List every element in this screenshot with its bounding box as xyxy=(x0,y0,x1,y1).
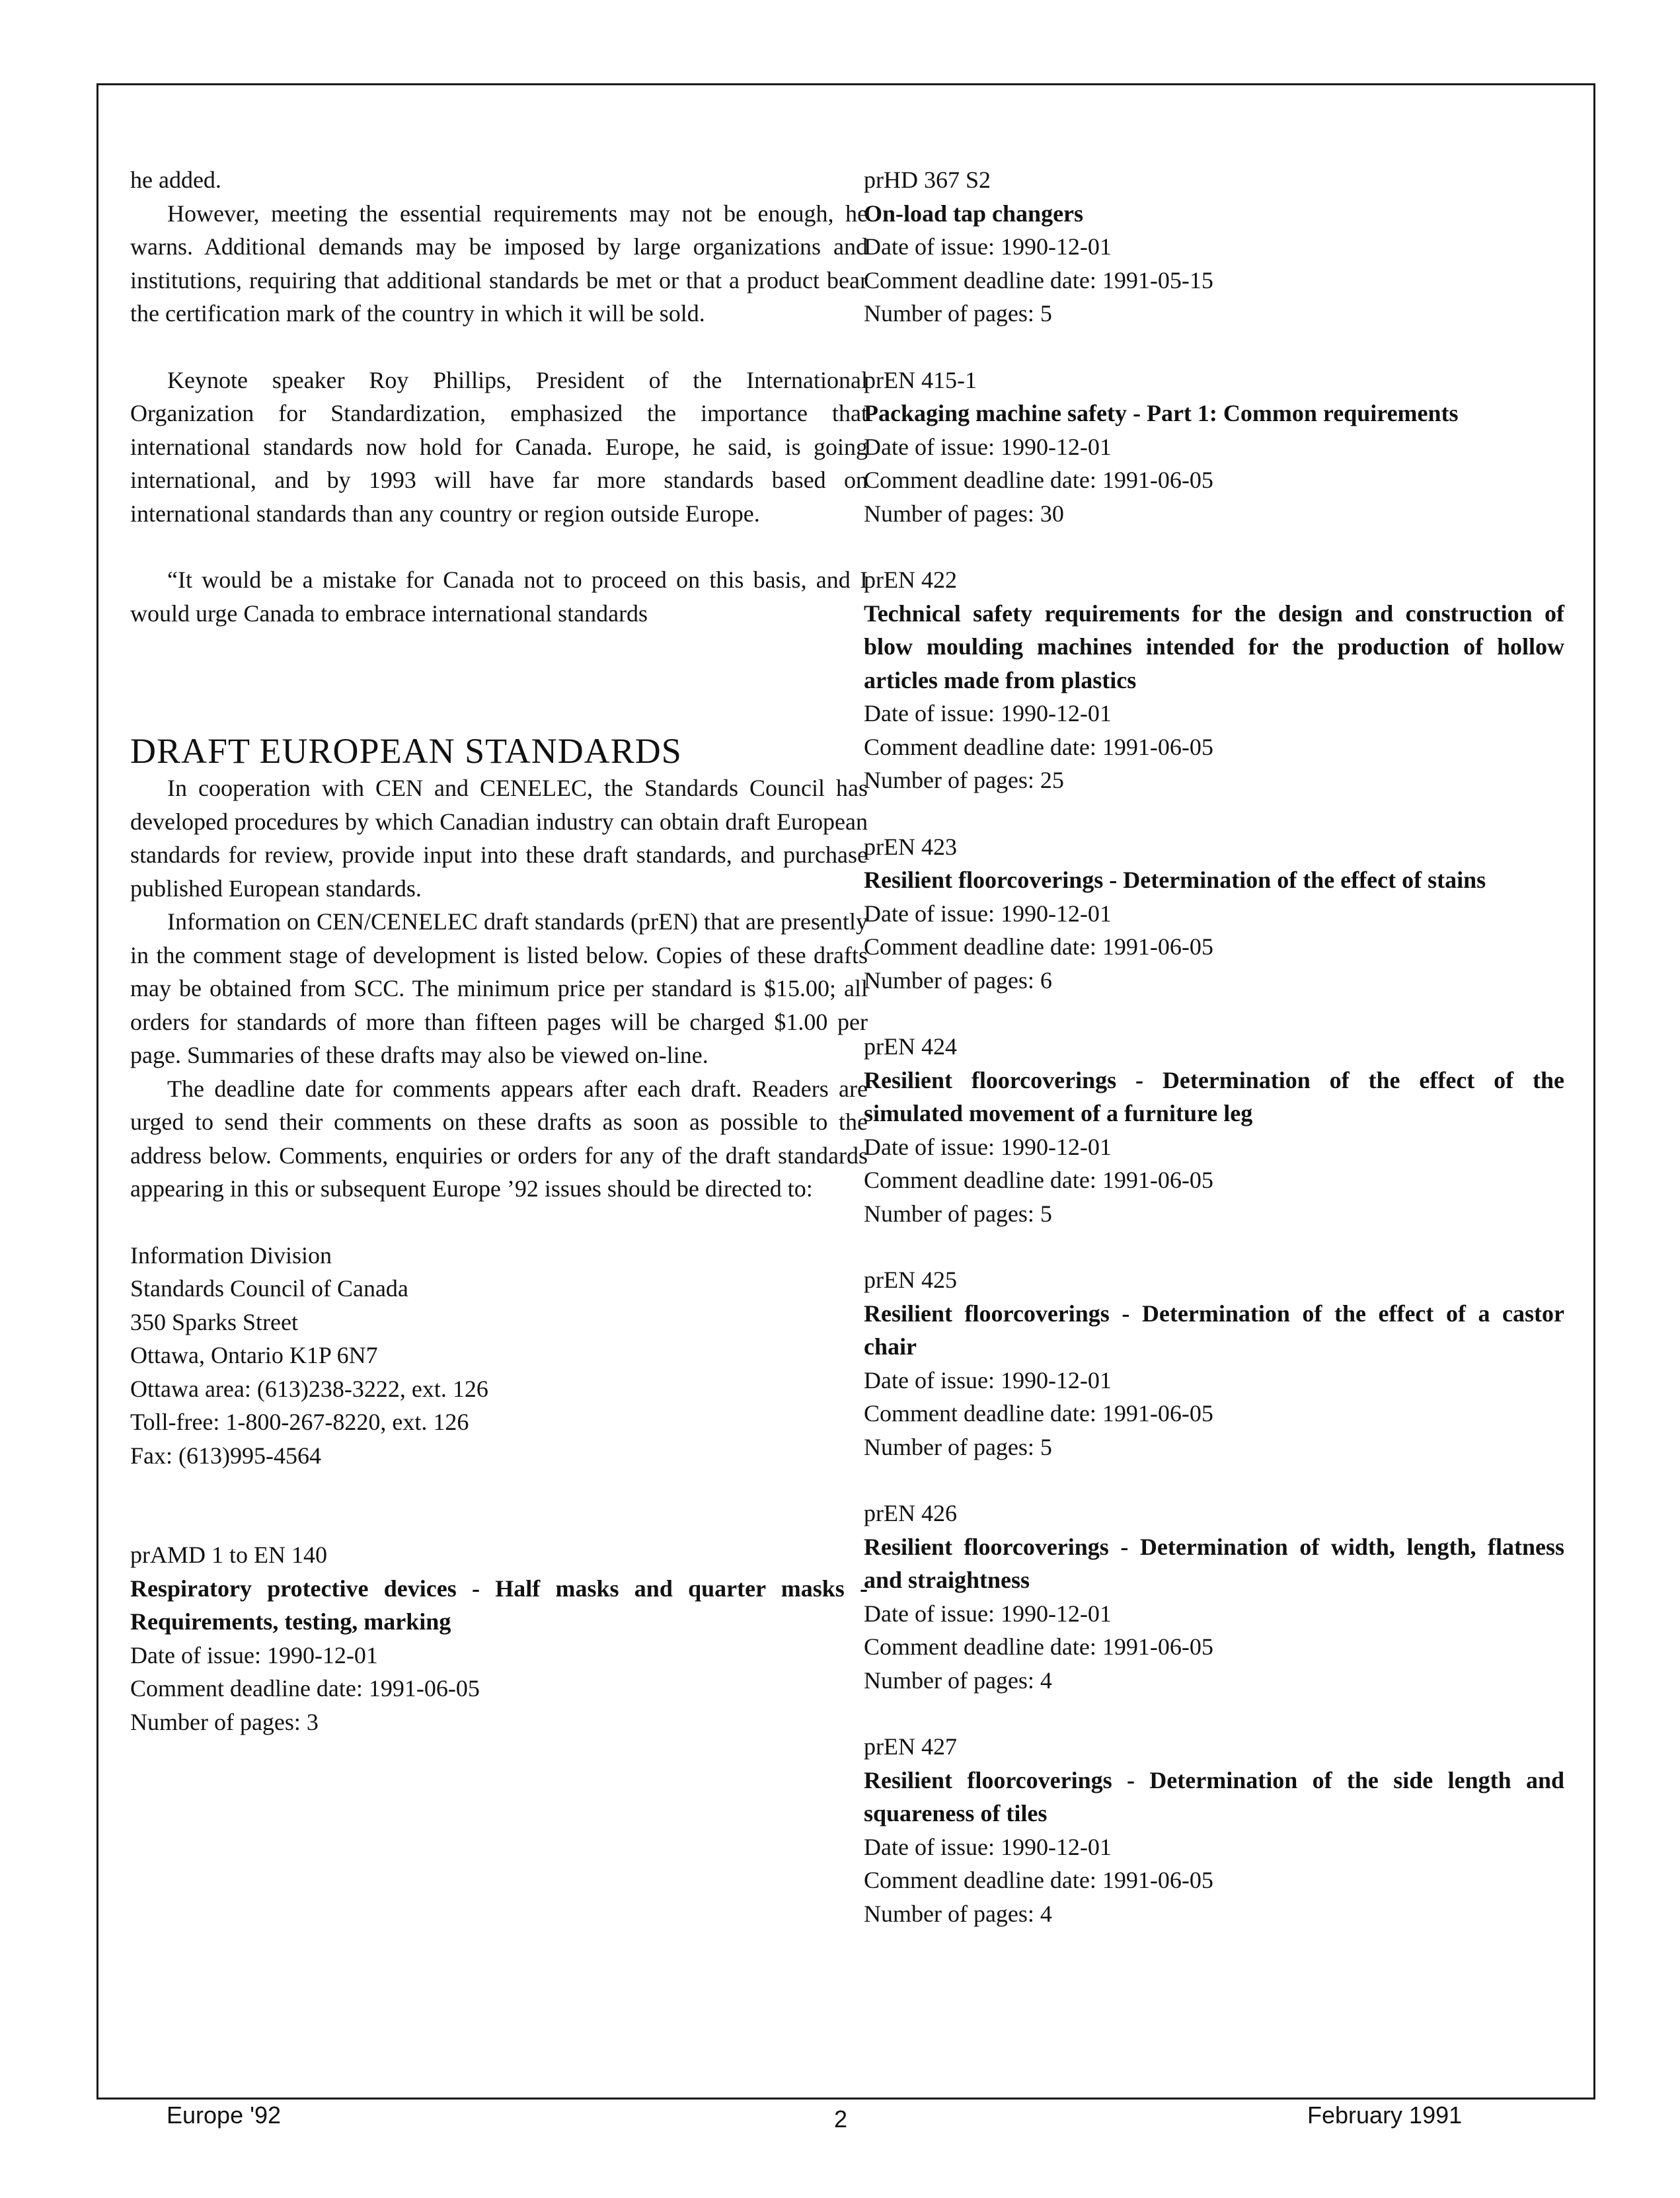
standard-entry xyxy=(864,163,1564,331)
entry-title: Resilient floorcoverings - Determination of the effect of the simulated movement of a furniture leg xyxy=(864,1066,1564,1126)
entry-title: Resilient floorcoverings - Determination of the effect of a castor chair xyxy=(864,1300,1564,1360)
entry-pages: Number of pages: 4 xyxy=(864,1900,1052,1927)
standard-entry xyxy=(864,1030,1564,1230)
entry-code: prAMD 1 to EN 140 xyxy=(130,1542,327,1568)
footer-date: February 1991 xyxy=(1307,2101,1463,2129)
entry-deadline: Comment deadline date: 1991-06-05 xyxy=(864,1400,1213,1427)
entry-issue-date: Date of issue: 1990-12-01 xyxy=(130,1641,378,1668)
entry-deadline: Comment deadline date: 1991-06-05 xyxy=(864,733,1213,760)
address-line: Standards Council of Canada xyxy=(130,1275,408,1302)
entry-deadline: Comment deadline date: 1991-06-05 xyxy=(864,933,1213,960)
paragraph: However, meeting the essential requirements may not be enough, he warns. Additional demands may be imposed by large organizations and institutions, requiring that additional standards be met or that a product bear the certification mark of the country in which it will be sold. xyxy=(130,200,868,327)
entry-issue-date: Date of issue: 1990-12-01 xyxy=(864,1366,1112,1393)
page-frame xyxy=(96,83,1595,2100)
section-heading: DRAFT EUROPEAN STANDARDS xyxy=(130,731,682,771)
standard-entry xyxy=(864,1497,1564,1697)
entry-deadline: Comment deadline date: 1991-06-05 xyxy=(864,1867,1213,1893)
entry-issue-date: Date of issue: 1990-12-01 xyxy=(864,1600,1112,1627)
standard-entry xyxy=(864,364,1564,531)
standard-entry xyxy=(864,830,1564,998)
paragraph: In cooperation with CEN and CENELEC, the Standards Council has developed procedures by which Canadian industry can obtain draft European standards for review, provide input into these draft standards, and purchase published European standards. xyxy=(130,775,868,902)
entry-code: prEN 415-1 xyxy=(864,366,977,393)
address-line: Information Division xyxy=(130,1241,332,1269)
entry-title: Respiratory protective devices - Half masks and quarter masks - Requirements, testing, marking xyxy=(130,1575,868,1635)
entry-issue-date: Date of issue: 1990-12-01 xyxy=(864,233,1112,260)
address-line: Fax: (613)995-4564 xyxy=(130,1442,321,1469)
quote-paragraph: “It would be a mistake for Canada not to proceed on this basis, and I would urge Canada to embrace international standards xyxy=(130,567,868,627)
entry-code: prEN 426 xyxy=(864,1500,957,1526)
right-column xyxy=(864,163,1564,1963)
standard-entry xyxy=(864,1730,1564,1930)
entry-code: prEN 424 xyxy=(864,1033,957,1060)
entry-pages: Number of pages: 5 xyxy=(864,1200,1052,1227)
entry-code: prEN 427 xyxy=(864,1733,957,1760)
entry-pages: Number of pages: 6 xyxy=(864,966,1052,994)
entry-issue-date: Date of issue: 1990-12-01 xyxy=(864,900,1112,927)
address-line: 350 Sparks Street xyxy=(130,1308,298,1335)
entry-pages: Number of pages: 30 xyxy=(864,500,1064,527)
paragraph: Information on CEN/CENELEC draft standards (prEN) that are presently in the comment stage of development is listed below. Copies of these drafts may be obtained from SCC. The minimum price per standard is $15.00; all orders for standards of more than fifteen pages will be charged $1.00 per page. Summaries of these drafts may also be viewed on-line. xyxy=(130,908,868,1068)
entry-title: Packaging machine safety - Part 1: Common requirements xyxy=(864,400,1459,426)
entry-issue-date: Date of issue: 1990-12-01 xyxy=(864,433,1112,460)
address-line: Ottawa, Ontario K1P 6N7 xyxy=(130,1342,378,1368)
entry-title: On-load tap changers xyxy=(864,200,1084,227)
footer-page-number: 2 xyxy=(834,2105,848,2133)
paragraph: The deadline date for comments appears after each draft. Readers are urged to send their comments on these drafts as soon as possible to the address below. Comments, enquiries or orders for any of the draft standards appearing in this or subsequent Europe ’92 issues should be directed to: xyxy=(130,1075,868,1202)
entry-pages: Number of pages: 25 xyxy=(864,767,1064,793)
entry-pages: Number of pages: 4 xyxy=(864,1667,1052,1694)
entry-code: prHD 367 S2 xyxy=(864,167,991,193)
entry-issue-date: Date of issue: 1990-12-01 xyxy=(864,700,1112,726)
entry-pages: Number of pages: 3 xyxy=(130,1708,319,1735)
standard-entry xyxy=(864,563,1564,797)
paragraph: Keynote speaker Roy Phillips, President of the International Organization for Standardization, emphasized the importance that international standards now hold for Canada. Europe, he said, is going international, and by 1993 will have far more standards based on international standards than any country or region outside Europe. xyxy=(130,366,868,527)
entry-deadline: Comment deadline date: 1991-06-05 xyxy=(864,1167,1213,1193)
entry-title: Resilient floorcoverings - Determination of the effect of stains xyxy=(864,867,1486,893)
standard-entry xyxy=(130,1538,868,1739)
entry-title: Resilient floorcoverings - Determination of the side length and squareness of tiles xyxy=(864,1766,1564,1826)
entry-title: Technical safety requirements for the design and construction of blow moulding machines intended for the production of hollow articles made from plastics xyxy=(864,600,1564,693)
entry-code: prEN 425 xyxy=(864,1267,957,1293)
entry-pages: Number of pages: 5 xyxy=(864,300,1052,327)
entry-issue-date: Date of issue: 1990-12-01 xyxy=(864,1133,1112,1160)
entry-deadline: Comment deadline date: 1991-06-05 xyxy=(864,467,1213,493)
entry-code: prEN 422 xyxy=(864,567,957,593)
entry-deadline: Comment deadline date: 1991-06-05 xyxy=(864,1633,1213,1660)
address-block xyxy=(130,1239,868,1473)
entry-code: prEN 423 xyxy=(864,833,957,860)
paragraph: he added. xyxy=(130,167,221,193)
standard-entry xyxy=(864,1263,1564,1464)
entry-title: Resilient floorcoverings - Determination of width, length, flatness and straightness xyxy=(864,1533,1564,1593)
entry-issue-date: Date of issue: 1990-12-01 xyxy=(864,1833,1112,1860)
address-line: Toll-free: 1-800-267-8220, ext. 126 xyxy=(130,1409,469,1435)
entry-deadline: Comment deadline date: 1991-06-05 xyxy=(130,1675,480,1702)
entry-deadline: Comment deadline date: 1991-05-15 xyxy=(864,266,1213,294)
entry-pages: Number of pages: 5 xyxy=(864,1433,1052,1460)
footer-publication: Europe '92 xyxy=(167,2101,282,2129)
left-column xyxy=(130,163,868,1772)
address-line: Ottawa area: (613)238-3222, ext. 126 xyxy=(130,1375,488,1402)
